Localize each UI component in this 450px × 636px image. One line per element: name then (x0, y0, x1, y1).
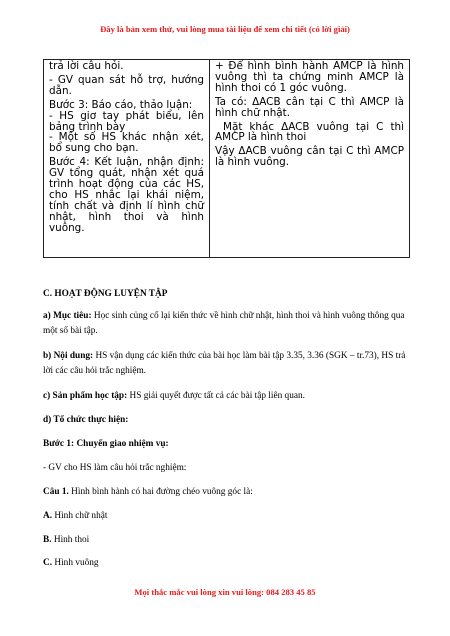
question-text: Hình bình hành có hai đường chéo vuông góc là: (68, 487, 253, 497)
right-line-2: Ta có: ΔACB cân tại C thì AMCP là hình chữ nhật. (215, 95, 404, 119)
table-right-cell (210, 60, 410, 258)
left-line-6: Bước 4: Kết luận, nhận định: GV tổng quát, nhận xét quá trình hoạt động của các HS, cho HS nhắc lại khái niệm, tính chất và định lí hình chữ nhật, hình thoi và hình vuông. (49, 156, 204, 234)
right-line-1: + Để hình bình hành AMCP là hình vuông thì ta chứng minh AMCP là hình thoi có 1 góc vuông. (215, 60, 404, 94)
option-b (43, 533, 410, 548)
content-paragraph (43, 349, 410, 379)
option-c-text: Hình vuông (52, 558, 99, 568)
option-a (43, 509, 410, 524)
objective-paragraph (43, 309, 410, 339)
option-a-text: Hình chữ nhật (52, 511, 108, 521)
organize-heading: d) Tổ chức thực hiện: (43, 415, 129, 425)
step1-heading: Bước 1: Chuyển giao nhiệm vụ: (43, 439, 169, 449)
left-line-1: trả lời câu hỏi. (49, 60, 124, 72)
option-b-letter: B. (43, 535, 52, 545)
option-a-letter: A. (43, 511, 53, 521)
right-line-3: Mặt khác ΔACB vuông tại C thì AMCP là hình thoi (215, 120, 404, 144)
objective-label: a) Mục tiêu: (43, 311, 92, 321)
left-line-5: - Một số HS khác nhận xét, bổ sung cho bạn. (49, 131, 204, 155)
left-line-3: Bước 3: Báo cáo, thảo luận: (49, 98, 193, 111)
activity-table (43, 59, 410, 258)
contact-footer: Mọi thắc mắc vui lòng xin vui lòng: 084 283 45 85 (134, 587, 316, 597)
option-c-letter: C. (43, 558, 53, 568)
option-c (43, 556, 410, 571)
left-line-2: - GV quan sát hỗ trợ, hướng dẫn. (49, 73, 204, 97)
product-label: c) Sản phẩm học tập: (43, 391, 128, 401)
option-b-text: Hình thoi (51, 535, 90, 545)
preview-banner: Đây là bản xem thử, vui lòng mua tài liệu để xem chi tiết (có lời giải) (100, 24, 350, 34)
question-label: Câu 1. (43, 487, 69, 497)
content-label: b) Nội dung: (43, 351, 94, 361)
product-text: HS giải quyết được tất cả các bài tập liên quan. (127, 391, 305, 401)
table-left-cell (44, 60, 210, 258)
gv-instruction: - GV cho HS làm câu hỏi trắc nghiệm: (43, 463, 187, 473)
left-line-4: - HS giơ tay phát biểu, lên bảng trình bày (49, 109, 204, 133)
section-title: C. HOẠT ĐỘNG LUYỆN TẬP (43, 289, 168, 299)
content-text: HS vận dụng các kiến thức của bài học làm bài tập 3.35, 3.36 (SGK – tr.73), HS trả lời các câu hỏi trắc nghiệm. (43, 351, 406, 376)
right-line-4: Vậy ΔACB vuông cân tại C thì AMCP là hình vuông. (215, 145, 404, 169)
question-1 (43, 485, 410, 500)
product-paragraph (43, 389, 410, 404)
objective-text: Học sinh củng cố lại kiến thức về hình chữ nhật, hình thoi và hình vuông thông qua một số bài tập. (43, 311, 405, 336)
